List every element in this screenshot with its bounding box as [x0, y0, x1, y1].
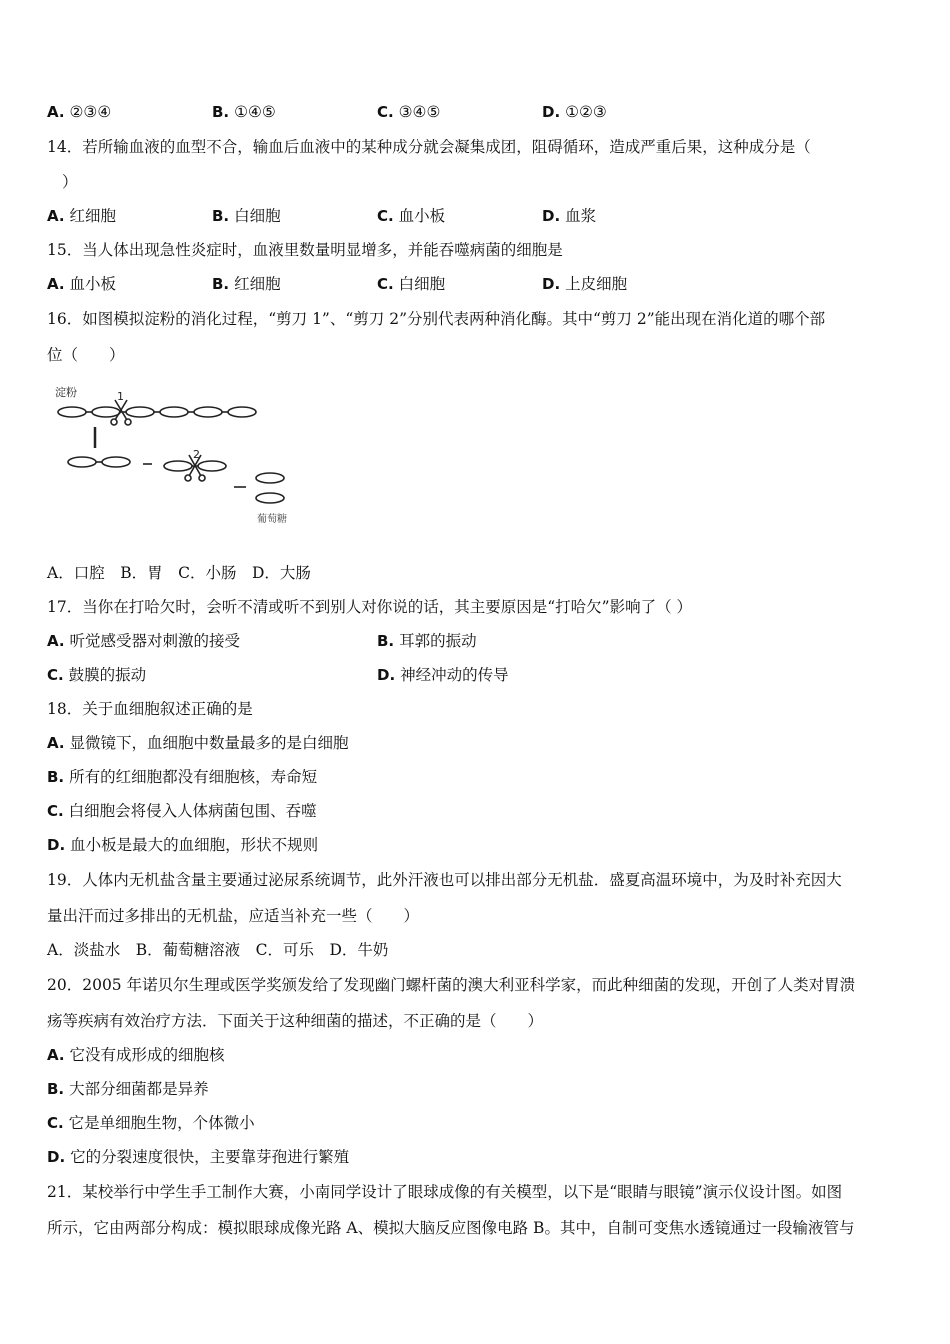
q14-stem-cont: ）	[62, 173, 78, 191]
q14-option-d[interactable]: D. 血浆	[542, 207, 597, 225]
starch-unit	[194, 407, 222, 417]
q16-options: A．口腔 B．胃 C．小肠 D．大肠	[47, 564, 311, 582]
starch-unit	[228, 407, 256, 417]
q20-stem: 20．2005 年诺贝尔生理或医学奖颁发给了发现幽门螺杆菌的澳大利亚科学家，而此种细菌的发现，开创了人类对胃溃	[47, 976, 856, 994]
q21-stem: 21．某校举行中学生手工制作大赛，小南同学设计了眼球成像的有关模型，以下是“眼睛与眼镜”演示仪设计图。如图	[47, 1183, 843, 1201]
q14-option-b[interactable]: B. 白细胞	[212, 207, 281, 225]
starch-unit	[92, 407, 120, 417]
q14-stem: 14．若所输血液的血型不合，输血后血液中的某种成分就会凝集成团，阻碍循环，造成严重后果，这种成分是（	[47, 138, 811, 156]
q18-option-c[interactable]: C. 白细胞会将侵入人体病菌包围、吞噬	[47, 802, 317, 820]
q18-option-b[interactable]: B. 所有的红细胞都没有细胞核，寿命短	[47, 768, 318, 786]
q17-option-b[interactable]: B. 耳郭的振动	[377, 632, 477, 650]
q18-option-d[interactable]: D. 血小板是最大的血细胞，形状不规则	[47, 836, 319, 854]
q15-option-b[interactable]: B. 红细胞	[212, 275, 281, 293]
q20-stem-cont: 疡等疾病有效治疗方法．下面关于这种细菌的描述，不正确的是（ ）	[47, 1012, 544, 1030]
q17-option-a[interactable]: A. 听觉感受器对刺激的接受	[47, 632, 241, 650]
starch-unit	[58, 407, 86, 417]
maltose-unit	[102, 457, 130, 467]
q15-stem: 15．当人体出现急性炎症时，血液里数量明显增多，并能吞噬病菌的细胞是	[47, 241, 563, 259]
q15-option-a[interactable]: A. 血小板	[47, 275, 117, 293]
q19-stem-cont: 量出汗而过多排出的无机盐，应适当补充一些（ ）	[47, 907, 420, 925]
q17-option-c[interactable]: C. 鼓膜的振动	[47, 666, 147, 684]
q13-option-c[interactable]: C. ③④⑤	[377, 103, 441, 121]
q16-stem: 16．如图模拟淀粉的消化过程，“剪刀 1”、“剪刀 2”分别代表两种消化酶。其中“剪刀 2”能出现在消化道的哪个部	[47, 310, 826, 328]
q18-option-a[interactable]: A. 显微镜下，血细胞中数量最多的是白细胞	[47, 734, 349, 752]
glucose-unit	[256, 493, 284, 503]
q18-stem: 18．关于血细胞叙述正确的是	[47, 700, 253, 718]
q15-option-d[interactable]: D. 上皮细胞	[542, 275, 628, 293]
q20-option-c[interactable]: C. 它是单细胞生物，个体微小	[47, 1114, 255, 1132]
q13-option-d[interactable]: D. ①②③	[542, 103, 607, 121]
figure-label-starch: 淀粉	[55, 386, 77, 399]
q20-option-d[interactable]: D. 它的分裂速度很快，主要靠芽孢进行繁殖	[47, 1148, 350, 1166]
starch-unit	[160, 407, 188, 417]
q19-options: A．淡盐水 B．葡萄糖溶液 C．可乐 D．牛奶	[47, 941, 389, 959]
q20-option-a[interactable]: A. 它没有成形成的细胞核	[47, 1046, 225, 1064]
q16-stem-cont: 位（ ）	[47, 346, 125, 364]
figure-label-scissor-1: 1	[117, 390, 124, 403]
q14-option-c[interactable]: C. 血小板	[377, 207, 446, 225]
maltose-unit	[198, 461, 226, 471]
q19-stem: 19．人体内无机盐含量主要通过泌尿系统调节，此外汗液也可以排出部分无机盐．盛夏高温环境中，为及时补充因大	[47, 871, 842, 889]
q20-option-b[interactable]: B. 大部分细菌都是异养	[47, 1080, 209, 1098]
figure-label-glucose: 葡萄糖	[257, 514, 287, 525]
figure-label-scissor-2: 2	[193, 448, 200, 461]
starch-unit	[126, 407, 154, 417]
q13-option-b[interactable]: B. ①④⑤	[212, 103, 276, 121]
maltose-unit	[68, 457, 96, 467]
q13-option-a[interactable]: A. ②③④	[47, 103, 112, 121]
q21-stem-cont: 所示，它由两部分构成：模拟眼球成像光路 A、模拟大脑反应图像电路 B。其中，自制可变焦水透镜通过一段输液管与	[47, 1219, 855, 1237]
q14-option-a[interactable]: A. 红细胞	[47, 207, 117, 225]
maltose-unit	[164, 461, 192, 471]
starch-digestion-figure	[55, 382, 305, 532]
glucose-unit	[256, 473, 284, 483]
q17-option-d[interactable]: D. 神经冲动的传导	[377, 666, 509, 684]
q15-option-c[interactable]: C. 白细胞	[377, 275, 446, 293]
q17-stem: 17．当你在打哈欠时，会听不清或听不到别人对你说的话，其主要原因是“打哈欠”影响了（ ）	[47, 598, 693, 616]
